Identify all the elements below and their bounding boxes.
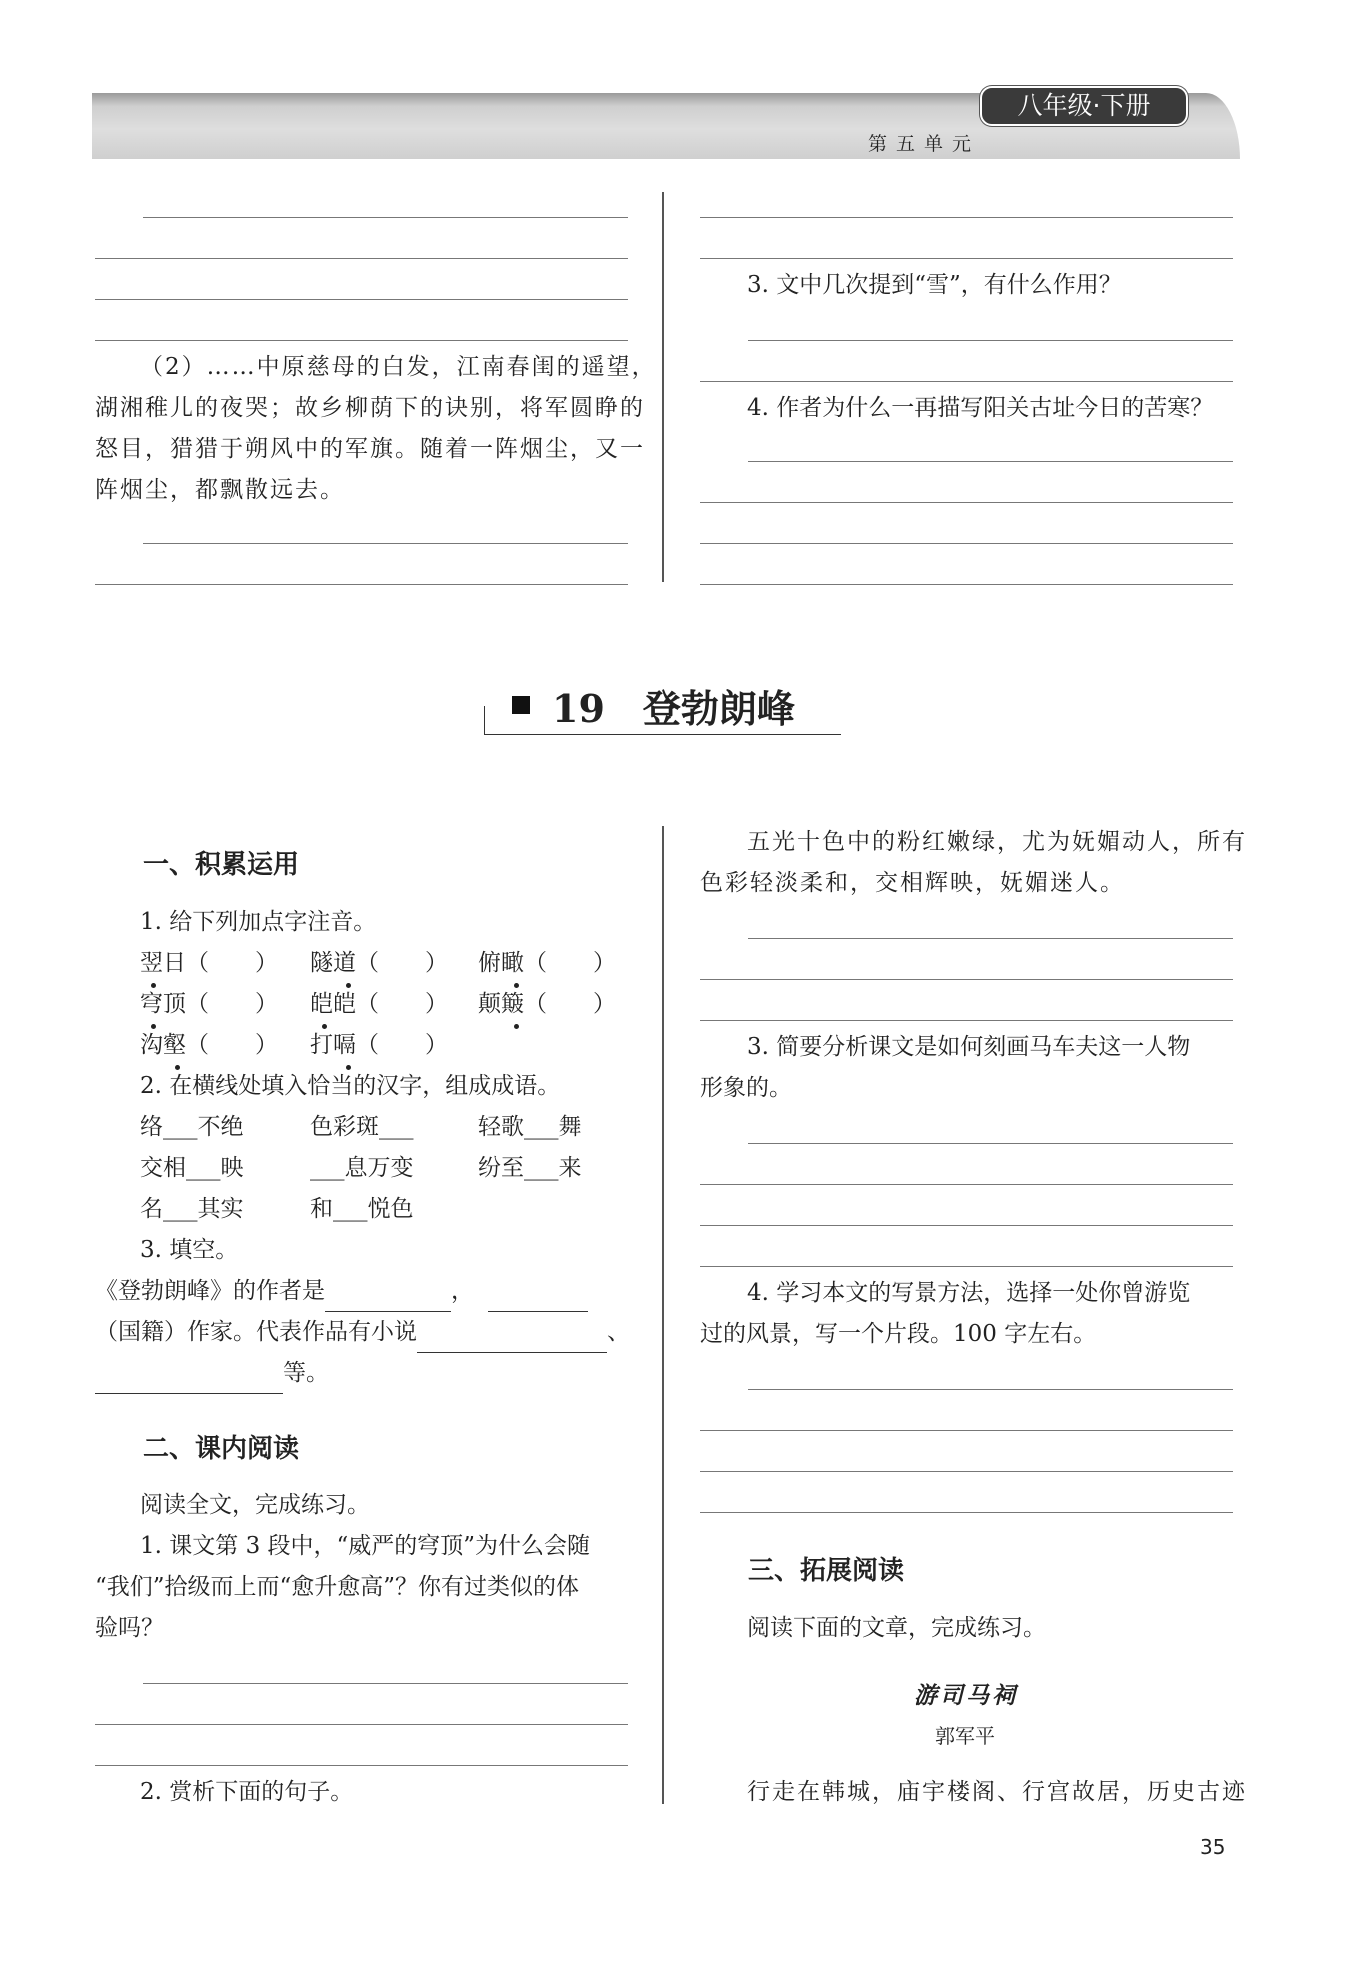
blank-author[interactable]	[325, 1285, 451, 1312]
answer-line	[748, 1143, 1233, 1144]
blank-novel-2[interactable]	[95, 1367, 283, 1394]
section-2-intro: 阅读全文，完成练习。	[140, 1492, 370, 1518]
answer-line	[700, 381, 1233, 382]
answer-line	[700, 1512, 1233, 1513]
pinyin-item: 隧道（ ）	[310, 950, 448, 976]
passage-line: （2）……中原慈母的白发，江南春闺的遥望，	[140, 354, 657, 380]
fill-line-author	[95, 1271, 588, 1312]
fill-text: ，	[451, 1278, 474, 1304]
answer-line	[95, 258, 628, 259]
fill-text: 、	[607, 1319, 630, 1345]
section-1-heading: 一、积累运用	[143, 850, 300, 880]
title-square-icon	[512, 696, 530, 714]
answer-line	[700, 584, 1233, 585]
article-author: 郭军平	[935, 1724, 995, 1748]
answer-line	[748, 340, 1233, 341]
fill-text: 《登勃朗峰》的作者是	[95, 1278, 325, 1304]
fill-text: 等。	[283, 1360, 329, 1386]
quote-line: 五光十色中的粉红嫩绿，尤为妩媚动人，所有	[747, 829, 1247, 855]
fill-line-works	[95, 1312, 630, 1353]
idiom-item: ___息万变	[310, 1155, 414, 1181]
idiom-item: 纷至___来	[478, 1155, 582, 1181]
passage-line: 阵烟尘，都飘散远去。	[95, 477, 345, 503]
answer-line	[95, 1724, 628, 1725]
pinyin-item: 穹顶（ ）	[140, 991, 278, 1017]
section-3-heading: 三、拓展阅读	[748, 1556, 905, 1586]
idiom-item: 和___悦色	[310, 1196, 414, 1222]
question-3-fill: 3. 填空。	[140, 1237, 239, 1263]
passage-line: 怒目，猎猎于朔风中的军旗。随着一阵烟尘，又一	[95, 436, 645, 462]
column-divider-top	[662, 192, 664, 582]
pinyin-item: 俯瞰（ ）	[478, 950, 616, 976]
emphasis-dot	[514, 983, 519, 988]
blank-novel[interactable]	[417, 1326, 607, 1353]
question-line: 3. 简要分析课文是如何刻画马车夫这一人物	[747, 1034, 1191, 1060]
section-3-intro: 阅读下面的文章，完成练习。	[747, 1615, 1046, 1641]
question-4-cold: 4. 作者为什么一再描写阳关古址今日的苦寒？	[747, 395, 1214, 421]
answer-line	[700, 1266, 1233, 1267]
question-3-snow: 3. 文中几次提到“雪”，有什么作用？	[747, 272, 1122, 298]
emphasis-dot	[514, 1024, 519, 1029]
answer-line	[748, 938, 1233, 939]
answer-line	[700, 1430, 1233, 1431]
answer-line	[95, 299, 628, 300]
fill-line-end	[95, 1353, 329, 1394]
emphasis-dot	[322, 1024, 327, 1029]
passage-line: 湖湘稚儿的夜哭；故乡柳荫下的诀别，将军圆睁的	[95, 395, 645, 421]
idiom-item: 名___其实	[140, 1196, 244, 1222]
question-1-pinyin: 1. 给下列加点字注音。	[140, 909, 377, 935]
question-line: 验吗？	[95, 1615, 164, 1641]
column-divider-bottom	[662, 826, 664, 1804]
section-2-heading: 二、课内阅读	[143, 1434, 300, 1464]
answer-line	[700, 1471, 1233, 1472]
answer-line	[95, 340, 628, 341]
question-line: 形象的。	[700, 1075, 792, 1101]
idiom-item: 轻歌___舞	[478, 1114, 582, 1140]
answer-line	[700, 502, 1233, 503]
question-2-idiom: 2. 在横线处填入恰当的汉字，组成成语。	[140, 1073, 561, 1099]
answer-line	[143, 1683, 628, 1684]
idiom-item: 色彩斑___	[310, 1114, 414, 1140]
answer-line	[748, 1389, 1233, 1390]
answer-line	[748, 461, 1233, 462]
pinyin-item: 翌日（ ）	[140, 950, 278, 976]
answer-line	[700, 1225, 1233, 1226]
answer-line	[95, 584, 628, 585]
article-title: 游司马祠	[914, 1682, 1018, 1709]
answer-line	[143, 543, 628, 544]
grade-tab: 八年级·下册	[980, 86, 1188, 126]
emphasis-dot	[346, 983, 351, 988]
emphasis-dot	[151, 1024, 156, 1029]
blank-name[interactable]	[488, 1285, 588, 1312]
fill-text: （国籍）作家。代表作品有小说	[95, 1319, 417, 1345]
idiom-item: 络___不绝	[140, 1114, 244, 1140]
lesson-title	[552, 678, 795, 733]
answer-line	[700, 1184, 1233, 1185]
answer-line	[700, 543, 1233, 544]
idiom-item: 交相___映	[140, 1155, 244, 1181]
pinyin-item: 沟壑（ ）	[140, 1032, 278, 1058]
question-line: 过的风景，写一个片段。100 字左右。	[700, 1321, 1097, 1347]
question-line: “我们”拾级而上而“愈升愈高”？你有过类似的体	[95, 1574, 580, 1600]
pinyin-item: 打嗝（ ）	[310, 1032, 448, 1058]
page-number: 35	[1200, 1835, 1226, 1859]
question-line: 4. 学习本文的写景方法，选择一处你曾游览	[747, 1280, 1191, 1306]
answer-line	[95, 1765, 628, 1766]
answer-line	[700, 258, 1233, 259]
answer-line	[700, 979, 1233, 980]
lesson-title-block	[484, 682, 840, 734]
answer-line	[143, 217, 628, 218]
answer-line	[700, 217, 1233, 218]
unit-label: 第五单元	[868, 133, 981, 155]
question-line: 1. 课文第 3 段中，“威严的穹顶”为什么会随	[140, 1533, 591, 1559]
pinyin-item: 颠簸（ ）	[478, 991, 616, 1017]
pinyin-item: 皑皑（ ）	[310, 991, 448, 1017]
lesson-name: 登勃朗峰	[642, 686, 795, 731]
answer-line	[700, 1020, 1233, 1021]
emphasis-dot	[151, 983, 156, 988]
lesson-number: 19	[552, 686, 605, 731]
quote-line: 色彩轻淡柔和，交相辉映，妩媚迷人。	[700, 870, 1125, 896]
article-first-line: 行走在韩城，庙宇楼阁、行宫故居，历史古迹	[747, 1779, 1247, 1805]
question-2-appreciate: 2. 赏析下面的句子。	[140, 1779, 354, 1805]
